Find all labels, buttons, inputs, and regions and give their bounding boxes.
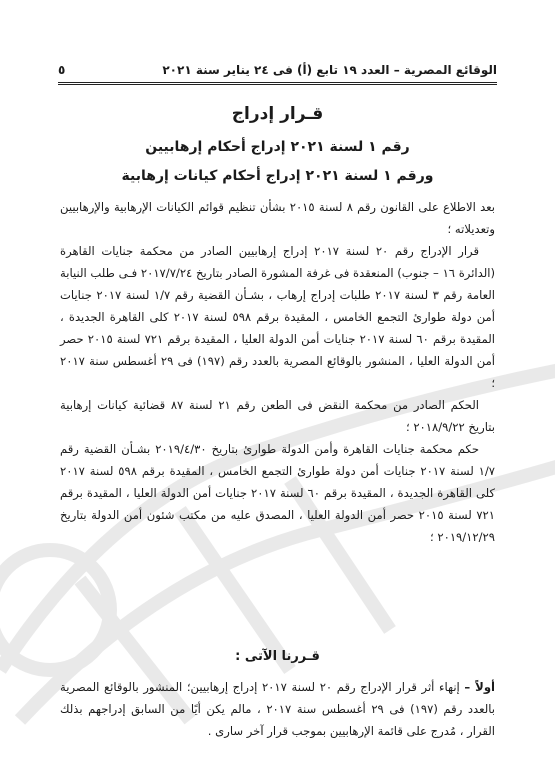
header-divider bbox=[58, 82, 497, 85]
preamble-paragraph: قرار الإدراج رقم ٢٠ لسنة ٢٠١٧ إدراج إرهابيين الصادر من محكمة جنايات القاهرة (الدائرة ١٦ – جنوب) المنعقدة فى غرفة المشورة الصادر بتاريخ ٢٠١٧/٧/٢٤ فـى طلب النيابة العامة رقم ٣ لسنة ٢٠١٧ طلبات إدراج إرهاب ، بشـأن القضية رقم ١/٧ لسنة ٢٠١٧ جنايات أمن دولة طوارئ التجمع الخامس ، المقيدة برقم ٥٩٨ لسنة ٢٠١٧ كلى القاهرة الجديدة ، المقيدة برقم ٦٠ لسنة ٢٠١٧ جنايات أمن الدولة العليا ، المقيدة برقم ٧٢١ لسنة ٢٠١٥ حصر أمن الدولة العليا ، المنشور بالوقائع المصرية بالعدد رقم (١٩٧) فى ٢٩ أغسطس سنة ٢٠١٧ ؛ bbox=[60, 244, 496, 390]
decision-title: قـرار إدراج bbox=[231, 104, 324, 124]
resolution-item bbox=[60, 676, 495, 742]
preamble-paragraph: بعد الاطلاع على القانون رقم ٨ لسنة ٢٠١٥ بشأن تنظيم قوائم الكيانات الإرهابية والإرهابيين وتعديلاته ؛ bbox=[60, 200, 495, 236]
resolution-heading: قـررنا الآتى : bbox=[235, 649, 320, 664]
resolution-item-label: أولاً – bbox=[464, 680, 495, 694]
resolution-item-text: إنهاء أثر قرار الإدراج رقم ٢٠ لسنة ٢٠١٧ إدراج إرهابيين؛ المنشور بالوقائع المصرية بالعدد رقم (١٩٧) فى ٢٩ أغسطس سنة ٢٠١٧ ، مالم يكن أيًا من السابق إدراجهم بذلك القرار ، مُدرج على قائمة الإرهابيين بموجب قرار آخر سارى . bbox=[60, 680, 495, 738]
running-header bbox=[58, 55, 497, 77]
running-title: الوقائع المصرية – العدد ١٩ تابع (أ) فى ٢٤ يناير سنة ٢٠٢١ bbox=[162, 63, 497, 77]
page-number: ٥ bbox=[58, 63, 66, 77]
decision-subtitle-terrorists: رقم ١ لسنة ٢٠٢١ إدراج أحكام إرهابيين bbox=[145, 139, 410, 155]
decision-subtitle-entities: ورقم ١ لسنة ٢٠٢١ إدراج أحكام كيانات إرهابية bbox=[121, 168, 434, 184]
preamble-paragraph: الحكم الصادر من محكمة النقض فى الطعن رقم ٢١ لسنة ٨٧ قضائية كيانات إرهابية بتاريخ ٢٠١٨/٩/٢٢ ؛ bbox=[60, 398, 495, 434]
preamble-paragraph: حكم محكمة جنايات القاهرة وأمن الدولة طوارئ بتاريخ ٢٠١٩/٤/٣٠ بشـأن القضية رقم ١/٧ لسنة ٢٠١٧ جنايات أمن دولة طوارئ التجمع الخامس ، المقيدة برقم ٥٩٨ لسنة ٢٠١٧ كلى القاهرة الجديدة ، المقيدة برقم ٦٠ لسنة ٢٠١٧ جنايات أمن الدولة العليا ، المقيدة برقم ٧٢١ لسنة ٢٠١٥ حصر أمن الدولة العليا ، المصدق عليه من مكتب شئون أمن الدولة بتاريخ ٢٠١٩/١٢/٢٩ ؛ bbox=[60, 442, 496, 544]
preamble bbox=[60, 196, 495, 548]
